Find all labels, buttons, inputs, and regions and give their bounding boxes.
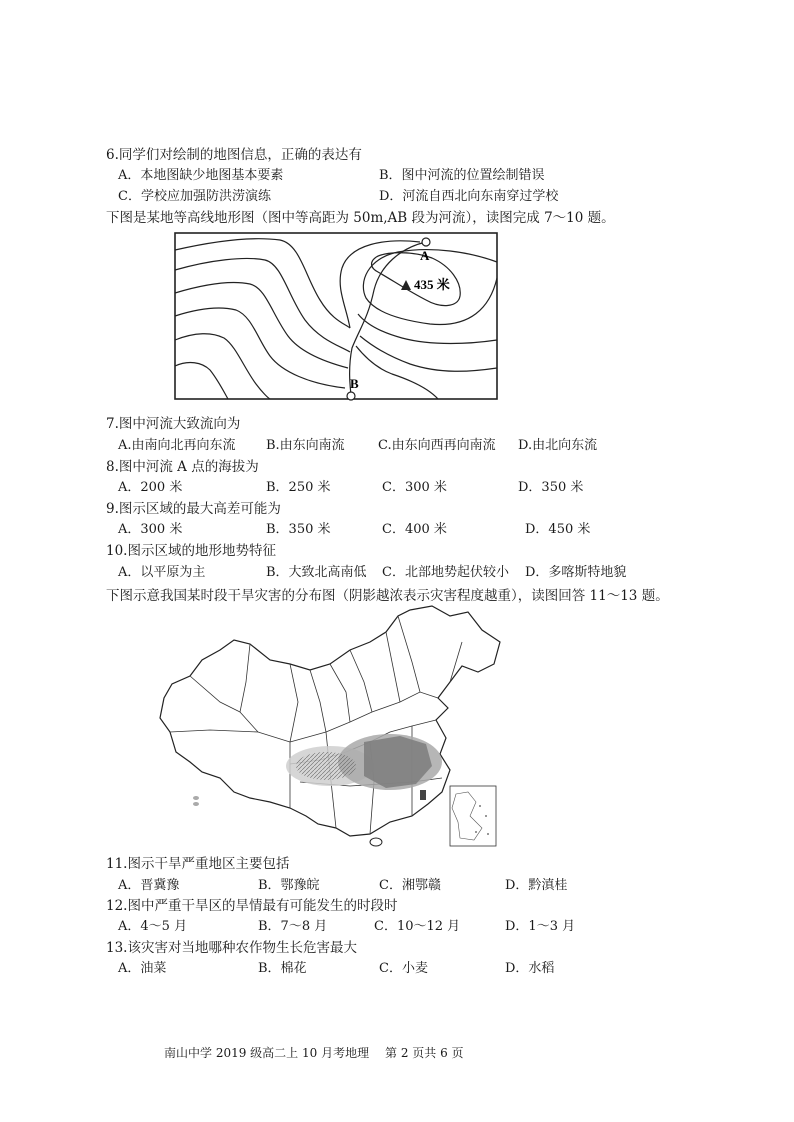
label-b: B [350,376,359,391]
q9-option-d: D．450 米 [525,522,591,537]
q8-option-d: D．350 米 [518,480,584,495]
q11-option-d: D．黔滇桂 [505,878,568,893]
drought-map [150,602,510,850]
q12-option-a: A．4～5 月 [118,919,188,934]
hainan-island [370,838,382,846]
q12-option-d: D．1～3 月 [505,919,576,934]
q12-option-c: C．10～12 月 [374,919,461,934]
q9-option-c: C．400 米 [382,522,447,537]
q8-option-c: C．300 米 [382,480,447,495]
q13-option-a: A．油菜 [118,961,167,976]
china-outline [160,606,500,836]
q7-option-b: B.由东向南流 [266,438,345,453]
peak-label: 435 米 [414,277,450,292]
contour-map [170,228,502,403]
q7-option-c: C.由东向西再向南流 [378,438,496,453]
q11-option-b: B．鄂豫皖 [258,878,320,893]
q6-option-d: D．河流自西北向东南穿过学校 [379,189,559,204]
q12-stem: 12.图中严重干旱区的旱情最有可能发生的时段时 [106,898,398,914]
q12-option-b: B．7～8 月 [258,919,328,934]
q13-option-b: B．棉花 [258,961,307,976]
contour-map-frame [175,233,497,399]
q7-option-a: A.由南向北再向东流 [118,438,236,453]
q6-stem: 6.同学们对绘制的地图信息，正确的表达有 [106,147,362,163]
q10-option-d: D．多喀斯特地貌 [525,565,627,580]
q7-stem: 7.图中河流大致流向为 [106,416,241,432]
q11-stem: 11.图示干旱严重地区主要包括 [106,856,290,872]
label-a: A [420,248,430,263]
q6-option-c: C．学校应加强防洪涝演练 [118,189,271,204]
q11-option-c: C．湘鄂赣 [379,878,441,893]
small-island-2 [193,802,199,806]
intro-11-13: 下图示意我国某时段干旱灾害的分布图（阴影越浓表示灾害程度越重），读图回答 11～13 题。 [106,588,669,604]
q7-option-d: D.由北向东流 [518,438,598,453]
q6-option-a: A．本地图缺少地图基本要素 [118,168,284,183]
q9-option-b: B．350 米 [266,522,331,537]
q9-option-a: A．300 米 [118,522,183,537]
drought-zone-hatched [296,752,356,780]
south-china-sea-inset [450,786,496,846]
q13-option-d: D．水稻 [505,961,555,976]
intro-7-10: 下图是某地等高线地形图（图中等高距为 50m,AB 段为河流），读图完成 7～10 题。 [106,210,615,226]
q10-option-b: B．大致北高南低 [266,565,367,580]
q8-option-b: B．250 米 [266,480,331,495]
footer-school: 南山中学 2019 级高二上 10 月考地理 [164,1046,370,1060]
island-marker [420,790,426,800]
q6-option-b: B．图中河流的位置绘制错误 [379,168,545,183]
point-b-marker [347,392,355,400]
point-a-marker [422,238,430,246]
q10-option-c: C．北部地势起伏较小 [382,565,509,580]
q13-stem: 13.该灾害对当地哪种农作物生长危害最大 [106,940,357,956]
footer-page-number: 第 2 页共 6 页 [385,1046,464,1060]
q9-stem: 9.图示区域的最大高差可能为 [106,501,281,517]
q8-option-a: A．200 米 [118,480,183,495]
small-island-1 [193,796,199,800]
q8-stem: 8.图中河流 A 点的海拔为 [106,459,259,475]
q11-option-a: A．晋冀豫 [118,878,180,893]
q13-option-c: C．小麦 [379,961,428,976]
q10-stem: 10.图示区域的地形地势特征 [106,543,276,559]
q10-option-a: A．以平原为主 [118,565,206,580]
